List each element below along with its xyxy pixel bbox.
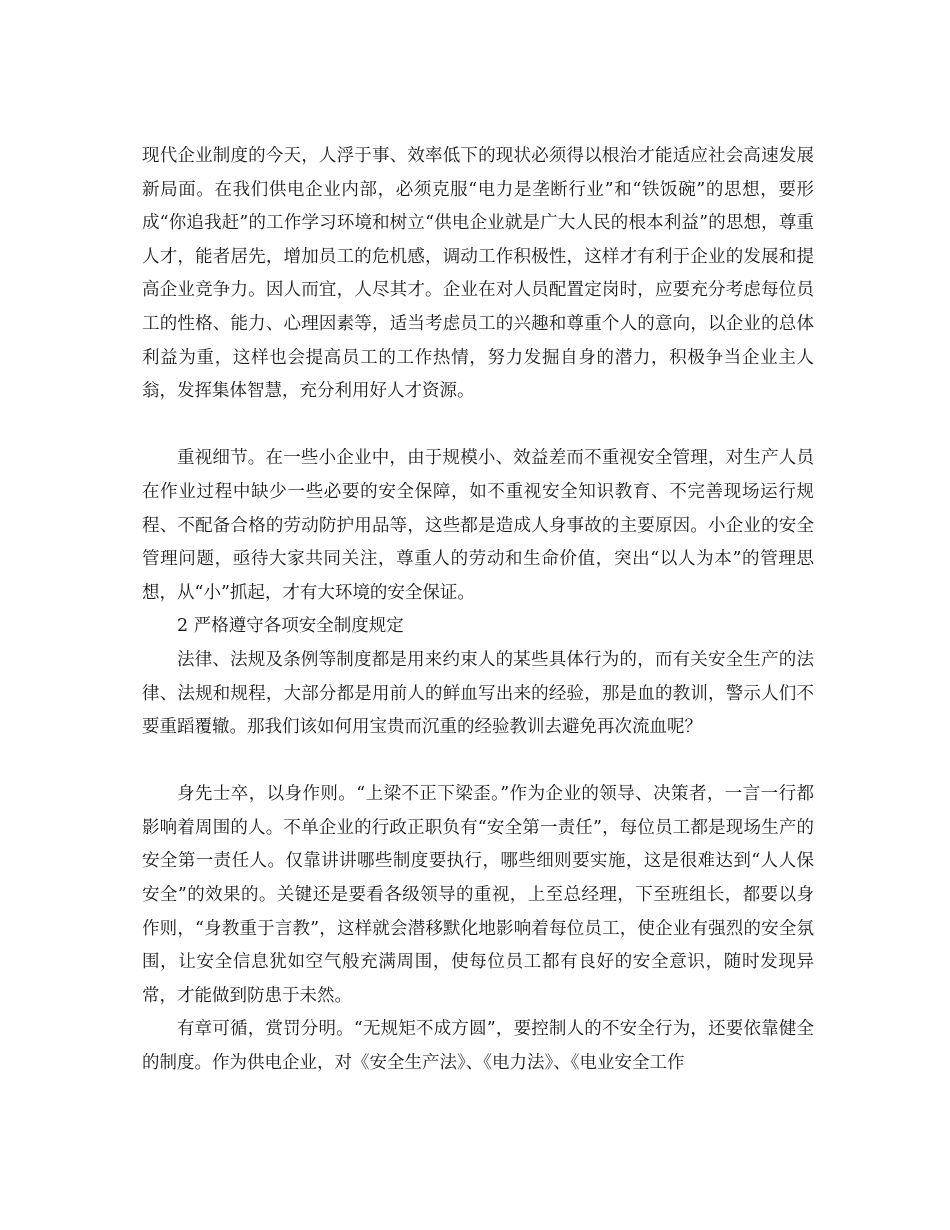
document-page (142, 140, 814, 1081)
paragraph-talent-management: 现代企业制度的今天，人浮于事、效率低下的现状必须得以根治才能适应社会高速发展新局面。在我们供电企业内部，必须克服“电力是垄断行业”和“铁饭碗”的思想，要形成“你追我赶”的工作学习环境和树立“供电企业就是广大人民的根本利益”的思想，尊重人才，能者居先，增加员工的危机感，调动工作积极性，这样才有利于企业的发展和提高企业竞争力。因人而宜，人尽其才。企业在对人员配置定岗时，应要充分考虑每位员工的性格、能力、心理因素等，适当考虑员工的兴趣和尊重个人的意向，以企业的总体利益为重，这样也会提高员工的工作热情，努力发掘自身的潜力，积极争当企业主人翁，发挥集体智慧，充分利用好人才资源。 (142, 146, 814, 402)
paragraph-laws-and-regulations: 法律、法规及条例等制度都是用来约束人的某些具体行为的，而有关安全生产的法律、法规和规程，大部分都是用前人的鲜血写出来的经验，那是血的教训，警示人们不要重蹈覆辙。那我们该如何用宝贵而沉重的经验教训去避免再次流血呢？ (142, 649, 814, 738)
paragraph-attention-to-detail: 重视细节。在一些小企业中，由于规模小、效益差而不重视安全管理，对生产人员在作业过程中缺少一些必要的安全保障，如不重视安全知识教育、不完善现场运行规程、不配备合格的劳动防护用品等，这些都是造成人身事故的主要原因。小企业的安全管理问题，亟待大家共同关注，尊重人的劳动和生命价值，突出“以人为本”的管理思想，从“小”抓起，才有大环境的安全保证。 (142, 448, 814, 603)
paragraph-rules-and-rewards: 有章可循，赏罚分明。“无规矩不成方圆”，要控制人的不安全行为，还要依靠健全的制度。作为供电企业，对《安全生产法》、《电力法》、《电业安全工作 (142, 1019, 814, 1074)
paragraph-spacer (142, 409, 814, 443)
section-heading-safety-rules: 2 严格遵守各项安全制度规定 (177, 616, 404, 637)
paragraph-lead-by-example: 身先士卒，以身作则。“上梁不正下梁歪。”作为企业的领导、决策者，一言一行都影响着周围的人。不单企业的行政正职负有“安全第一责任”，每位员工都是现场生产的安全第一责任人。仅靠讲讲哪些制度要执行，哪些细则要实施，这是很难达到“人人保安全”的效果的。关键还是要看各级领导的重视，上至总经理，下至班组长，都要以身作则，“身教重于言教”，这样就会潜移默化地影响着每位员工，使企业有强烈的安全氛围，让安全信息犹如空气般充满周围，使每位员工都有良好的安全意识，随时发现异常，才能做到防患于未然。 (142, 784, 814, 1006)
paragraph-spacer (142, 745, 814, 779)
